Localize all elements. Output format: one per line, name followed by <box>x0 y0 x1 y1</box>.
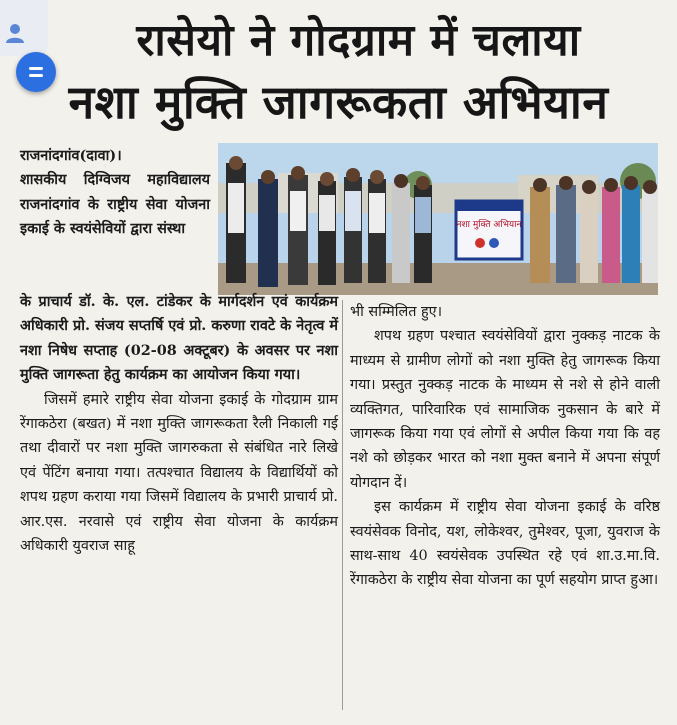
lead-text-top: शासकीय दिग्विजय महाविद्यालय राजनांदगांव के राष्ट्रीय सेवा योजना इकाई के स्वयंसेवियों द्वारा संस्था <box>20 171 210 238</box>
event-photo <box>218 143 658 295</box>
column-divider <box>342 300 343 710</box>
paragraph-5: इस कार्यक्रम में राष्ट्रीय सेवा योजना इकाई के वरिष्ठ स्वयंसेवक विनोद, यश, लोकेश्वर, तुमेश्वर, पूजा, युवराज के साथ-साथ 40 स्वयंसेवक उपस्थित रहे एवं शा.उ.मा.वि. रेंगाकठेरा के राष्ट्रीय सेवा योजना का पूर्ण सहयोग प्राप्त हुआ। <box>350 499 660 589</box>
dateline: राजनांदगांव(दावा)। <box>20 147 122 164</box>
article-right-column <box>350 300 660 593</box>
headline-line-2: नशा मुक्ति जागरूकता अभियान <box>68 75 609 129</box>
article-lead-top <box>20 144 210 242</box>
lead-text-bottom: के प्राचार्य डॉ. के. एल. टांडेकर के मार्गदर्शन एवं कार्यक्रम अधिकारी प्रो. संजय सप्तर्षि एवं प्रो. करुणा रावटे के नेतृत्व में नशा निषेध सप्ताह (02-08 अक्टूबर) के अवसर पर नशा मुक्ति जागरूता हेतु कार्यक्रम का आयोजन किया गया। <box>20 293 338 384</box>
paragraph-3: भी सम्मिलित हुए। <box>350 304 443 320</box>
paragraph-4: शपथ ग्रहण पश्चात स्वयंसेवियों द्वारा नुक्कड़ नाटक के माध्यम से ग्रामीण लोगों को नशा मुक्ति हेतु जागरूक किया गया। प्रस्तुत नुक्कड़ नाटक के माध्यम से नशे से होने वाली व्यक्तिगत, पारिवारिक एवं सामाजिक नुकसान के बारे में जागरूक किया गया एवं लोगों से अपील किया गया कि वह नशे को छोड़कर भारत को नशा मुक्त बनाने में अपना संपूर्ण योगदान दें। <box>350 328 660 491</box>
article-left-column <box>20 290 338 558</box>
group-photo-illustration <box>218 143 658 295</box>
headline-line-1: रासेयो ने गोदग्राम में चलाया <box>136 15 581 66</box>
headline <box>0 0 677 140</box>
banner-text: नशा मुक्ति अभियान <box>456 220 522 230</box>
paragraph-2: जिसमें हमारे राष्ट्रीय सेवा योजना इकाई के गोदग्राम ग्राम रेंगाकठेरा (बखत) में नशा मुक्ति जागरूकता रैली निकाली गई तथा दीवारों पर नशा मुक्ति जागरुकता से संबंधित नारे लिखे एवं पेंटिंग बनाया गया। तत्पश्चात विद्यालय के विद्यार्थियों को शपथ ग्रहण कराया गया जिसमें विद्यालय के प्रभारी प्राचार्य प्रो. आर.एस. नरवासे एवं राष्ट्रीय सेवा योजना के कार्यक्रम अधिकारी युवराज साहू <box>20 391 338 555</box>
